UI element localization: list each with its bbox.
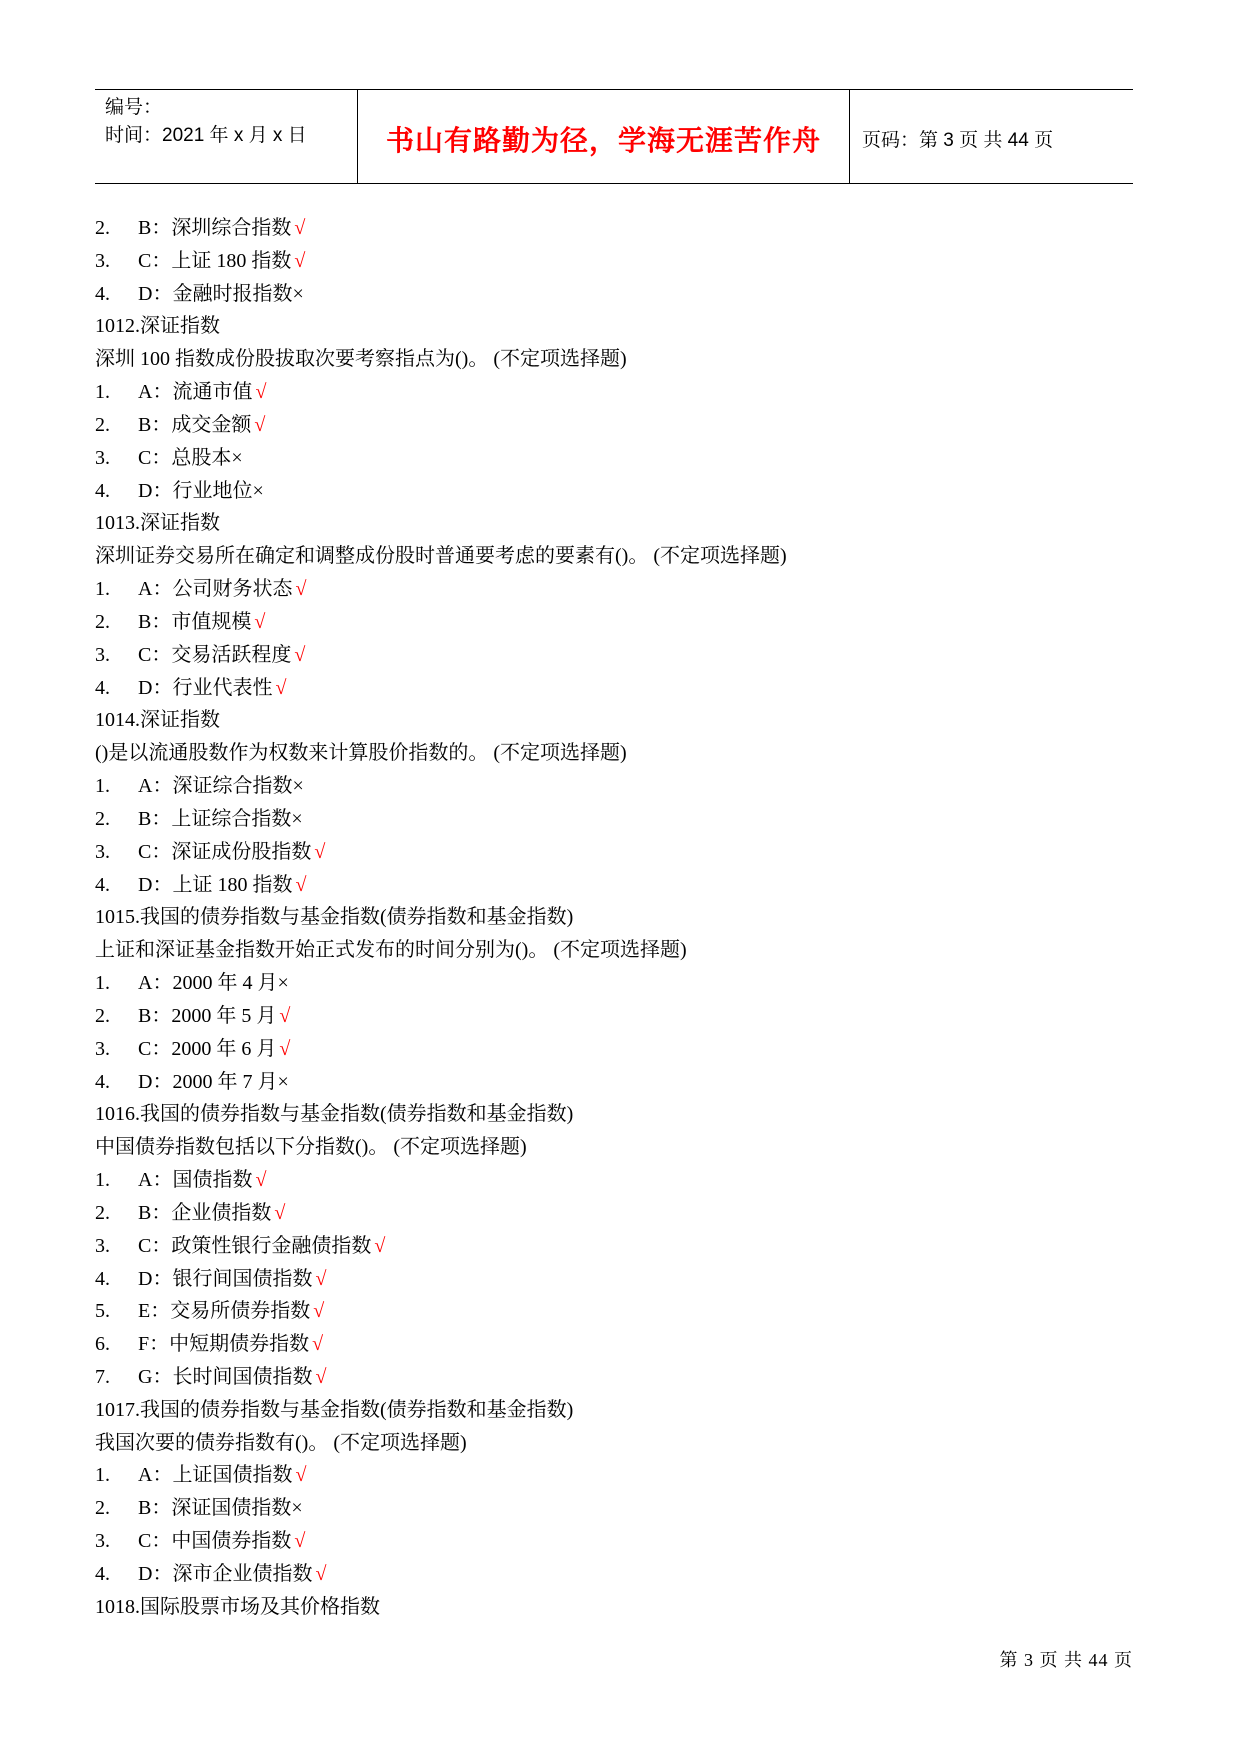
option-text: 行业代表性 — [172, 676, 273, 699]
option-letter: B： — [138, 807, 172, 830]
option-line — [95, 1295, 1133, 1328]
option-text: 上证 180 指数 — [171, 249, 292, 272]
option-number: 4. — [95, 282, 110, 305]
option-text: 银行间国债指数 — [172, 1267, 313, 1290]
option-text: 深圳综合指数 — [171, 217, 292, 239]
option-line — [95, 475, 1133, 508]
footer-page-number: 第 3 页 共 44 页 — [999, 1650, 1133, 1670]
question-prompt: 深圳证券交易所在确定和调整成份股时普通要考虑的要素有()。 (不定项选择题) — [95, 545, 787, 568]
option-line — [95, 770, 1133, 803]
question-topic: 1016.我国的债券指数与基金指数(债券指数和基金指数) — [95, 1103, 574, 1126]
option-letter: D： — [138, 479, 173, 502]
check-mark-icon: √ — [254, 610, 266, 633]
option-text: 上证 180 指数 — [172, 873, 293, 896]
check-mark-icon: √ — [294, 249, 306, 272]
option-number: 4. — [95, 479, 110, 502]
option-line — [95, 1328, 1133, 1361]
question-prompt: 上证和深证基金指数开始正式发布的时间分别为()。 (不定项选择题) — [95, 939, 687, 962]
option-number: 4. — [95, 1267, 110, 1290]
option-number: 1. — [95, 381, 110, 404]
option-letter: F： — [138, 1333, 170, 1356]
check-mark-icon: √ — [254, 413, 266, 436]
option-number: 3. — [95, 1234, 110, 1257]
option-text: 成交金额 — [171, 413, 252, 436]
option-text: 2000 年 5 月 — [171, 1004, 277, 1027]
option-text: 市值规模 — [171, 610, 252, 633]
option-text: 深证成份股指数 — [171, 840, 312, 863]
option-line — [95, 376, 1133, 409]
option-text: 深证国债指数 — [171, 1497, 292, 1520]
option-line — [95, 967, 1133, 1000]
option-line — [95, 672, 1133, 705]
option-letter: B： — [138, 413, 172, 436]
option-number: 3. — [95, 249, 110, 272]
option-letter: B： — [138, 1004, 172, 1027]
option-letter: A： — [138, 578, 173, 601]
option-line — [95, 869, 1133, 902]
check-mark-icon: √ — [255, 1169, 267, 1192]
option-text: 中国债券指数 — [171, 1530, 292, 1553]
option-letter: B： — [138, 1497, 172, 1520]
cross-mark-icon: × — [292, 775, 304, 798]
check-mark-icon: √ — [279, 1037, 291, 1060]
option-letter: B： — [138, 217, 172, 239]
question-prompt: 中国债券指数包括以下分指数()。 (不定项选择题) — [95, 1136, 527, 1159]
option-number: 3. — [95, 1037, 110, 1060]
header-meta-cell — [95, 90, 358, 183]
cross-mark-icon: × — [291, 1497, 303, 1520]
option-text: 交易活跃程度 — [171, 643, 292, 666]
option-letter: C： — [138, 840, 172, 863]
header-motto: 书山有路勤为径，学海无涯苦作舟 — [385, 124, 821, 156]
option-text: 公司财务状态 — [172, 578, 293, 601]
option-number: 2. — [95, 413, 110, 436]
option-letter: D： — [138, 1267, 173, 1290]
option-letter: D： — [138, 676, 173, 699]
option-number: 6. — [95, 1333, 110, 1356]
question-topic: 1014.深证指数 — [95, 709, 220, 732]
question-prompt: 深圳 100 指数成份股拔取次要考察指点为()。 (不定项选择题) — [95, 348, 627, 371]
option-letter: A： — [138, 1464, 173, 1487]
option-number: 4. — [95, 1070, 110, 1093]
option-letter: C： — [138, 1037, 172, 1060]
option-line — [95, 1459, 1133, 1492]
option-letter: C： — [138, 249, 172, 272]
option-text: 行业地位 — [172, 479, 253, 502]
option-line — [95, 573, 1133, 606]
option-line — [95, 639, 1133, 672]
page-footer — [1000, 1647, 1134, 1673]
check-mark-icon: √ — [295, 1464, 307, 1487]
option-number: 2. — [95, 1497, 110, 1520]
option-text: 中短期债券指数 — [169, 1333, 310, 1356]
option-letter: D： — [138, 282, 173, 305]
option-number: 3. — [95, 1530, 110, 1553]
check-mark-icon: √ — [295, 578, 307, 601]
option-text: 长时间国债指数 — [172, 1365, 313, 1388]
option-text: 企业债指数 — [171, 1201, 272, 1224]
check-mark-icon: √ — [315, 1562, 327, 1585]
check-mark-icon: √ — [255, 381, 267, 404]
header-motto-cell — [358, 90, 850, 183]
option-line — [95, 409, 1133, 442]
option-text: 2000 年 4 月 — [172, 972, 278, 995]
question-topic: 1018.国际股票市场及其价格指数 — [95, 1595, 380, 1618]
option-line — [95, 212, 1133, 245]
option-line — [95, 1197, 1133, 1230]
check-mark-icon: √ — [314, 840, 326, 863]
option-text: 上证综合指数 — [171, 807, 292, 830]
question-prompt: ()是以流通股数作为权数来计算股价指数的。 (不定项选择题) — [95, 742, 627, 765]
option-letter: A： — [138, 381, 173, 404]
option-line — [95, 1558, 1133, 1591]
option-line — [95, 836, 1133, 869]
option-number: 5. — [95, 1300, 110, 1323]
option-number: 1. — [95, 1464, 110, 1487]
option-line — [95, 1230, 1133, 1263]
option-letter: B： — [138, 610, 172, 633]
check-mark-icon: √ — [294, 1530, 306, 1553]
option-line — [95, 606, 1133, 639]
option-number: 1. — [95, 775, 110, 798]
option-text: 金融时报指数 — [172, 282, 293, 305]
option-number: 2. — [95, 217, 110, 239]
header-page-info: 页码：第 3 页 共 44 页 — [862, 130, 1054, 151]
option-letter: C： — [138, 1234, 172, 1257]
option-text: 流通市值 — [172, 381, 253, 404]
option-line — [95, 1492, 1133, 1525]
option-number: 2. — [95, 807, 110, 830]
header-page-cell — [850, 90, 1133, 183]
option-line — [95, 245, 1133, 278]
cross-mark-icon: × — [277, 1070, 289, 1093]
option-text: 深证综合指数 — [172, 775, 293, 798]
option-number: 2. — [95, 1004, 110, 1027]
check-mark-icon: √ — [374, 1234, 386, 1257]
question-topic: 1013.深证指数 — [95, 512, 220, 535]
option-text: 交易所债券指数 — [170, 1300, 311, 1323]
check-mark-icon: √ — [295, 873, 307, 896]
option-number: 1. — [95, 972, 110, 995]
check-mark-icon: √ — [274, 1201, 286, 1224]
option-line — [95, 1033, 1133, 1066]
option-letter: D： — [138, 873, 173, 896]
option-number: 1. — [95, 578, 110, 601]
check-mark-icon: √ — [315, 1267, 327, 1290]
option-text: 总股本 — [171, 446, 232, 469]
option-line — [95, 1263, 1133, 1296]
option-line — [95, 442, 1133, 475]
option-letter: C： — [138, 1530, 172, 1553]
option-line — [95, 1164, 1133, 1197]
option-letter: G： — [138, 1365, 173, 1388]
check-mark-icon: √ — [313, 1300, 325, 1323]
option-letter: D： — [138, 1070, 173, 1093]
option-text: 上证国债指数 — [172, 1464, 293, 1487]
option-text: 国债指数 — [172, 1169, 253, 1192]
option-number: 3. — [95, 643, 110, 666]
question-list — [95, 212, 1133, 1624]
check-mark-icon: √ — [275, 676, 287, 699]
check-mark-icon: √ — [315, 1365, 327, 1388]
option-letter: A： — [138, 972, 173, 995]
option-letter: C： — [138, 643, 172, 666]
option-number: 2. — [95, 610, 110, 633]
option-letter: E： — [138, 1300, 171, 1323]
option-number: 4. — [95, 676, 110, 699]
document-time: 时间：2021 年 x 月 x 日 — [105, 125, 307, 146]
option-line — [95, 1066, 1133, 1099]
option-text: 2000 年 7 月 — [172, 1070, 278, 1093]
option-letter: D： — [138, 1562, 173, 1585]
option-line — [95, 1361, 1133, 1394]
cross-mark-icon: × — [277, 972, 289, 995]
option-line — [95, 278, 1133, 311]
option-number: 7. — [95, 1365, 110, 1388]
check-mark-icon: √ — [279, 1004, 291, 1027]
option-letter: B： — [138, 1201, 172, 1224]
option-letter: A： — [138, 775, 173, 798]
document-number-label: 编号： — [105, 97, 163, 118]
question-topic: 1012.深证指数 — [95, 315, 220, 338]
option-text: 深市企业债指数 — [172, 1562, 313, 1585]
option-line — [95, 803, 1133, 836]
option-number: 1. — [95, 1169, 110, 1192]
question-topic: 1017.我国的债券指数与基金指数(债券指数和基金指数) — [95, 1398, 574, 1421]
cross-mark-icon: × — [252, 479, 264, 502]
option-text: 政策性银行金融债指数 — [171, 1234, 372, 1257]
question-topic: 1015.我国的债券指数与基金指数(债券指数和基金指数) — [95, 906, 574, 929]
option-text: 2000 年 6 月 — [171, 1037, 277, 1060]
option-number: 2. — [95, 1201, 110, 1224]
option-number: 3. — [95, 840, 110, 863]
option-number: 4. — [95, 873, 110, 896]
check-mark-icon: √ — [294, 217, 306, 239]
cross-mark-icon: × — [291, 807, 303, 830]
page-header-table — [95, 89, 1133, 184]
option-number: 4. — [95, 1562, 110, 1585]
option-letter: C： — [138, 446, 172, 469]
cross-mark-icon: × — [292, 282, 304, 305]
option-number: 3. — [95, 446, 110, 469]
cross-mark-icon: × — [231, 446, 243, 469]
check-mark-icon: √ — [312, 1333, 324, 1356]
option-line — [95, 1525, 1133, 1558]
question-prompt: 我国次要的债券指数有()。 (不定项选择题) — [95, 1431, 467, 1454]
option-letter: A： — [138, 1169, 173, 1192]
check-mark-icon: √ — [294, 643, 306, 666]
option-line — [95, 1000, 1133, 1033]
